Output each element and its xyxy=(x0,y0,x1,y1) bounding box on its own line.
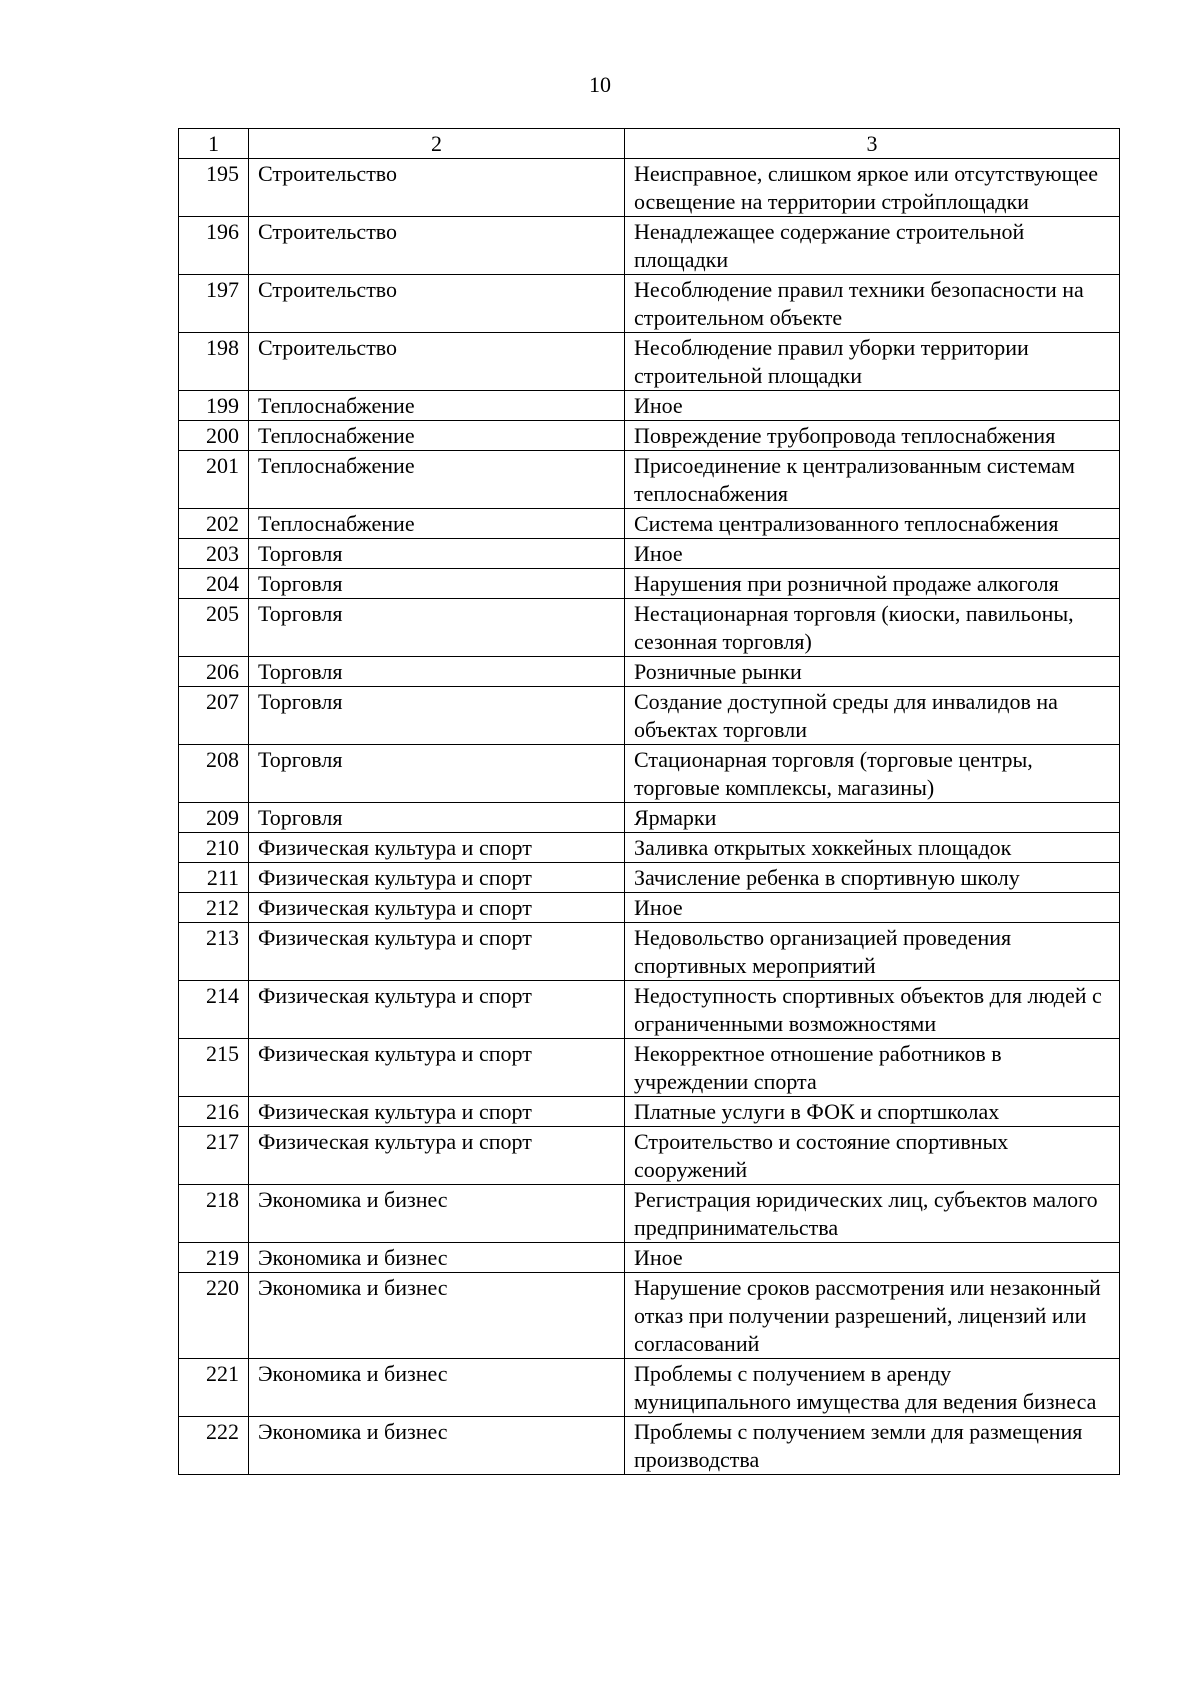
row-number-cell: 207 xyxy=(179,687,249,745)
row-number-cell: 210 xyxy=(179,833,249,863)
category-cell: Физическая культура и спорт xyxy=(249,833,625,863)
description-cell: Несоблюдение правил уборки территории строительной площадки xyxy=(625,333,1120,391)
description-cell: Неисправное, слишком яркое или отсутствующее освещение на территории стройплощадки xyxy=(625,159,1120,217)
category-cell: Экономика и бизнес xyxy=(249,1185,625,1243)
description-cell: Проблемы с получением в аренду муниципального имущества для ведения бизнеса xyxy=(625,1359,1120,1417)
category-cell: Торговля xyxy=(249,539,625,569)
row-number-cell: 220 xyxy=(179,1273,249,1359)
table-header-row xyxy=(179,129,1120,159)
row-number-cell: 196 xyxy=(179,217,249,275)
category-cell: Торговля xyxy=(249,687,625,745)
row-number-cell: 198 xyxy=(179,333,249,391)
row-number-cell: 199 xyxy=(179,391,249,421)
row-number-cell: 203 xyxy=(179,539,249,569)
table-row xyxy=(179,1417,1120,1475)
category-cell: Физическая культура и спорт xyxy=(249,863,625,893)
table-row xyxy=(179,1127,1120,1185)
category-cell: Строительство xyxy=(249,159,625,217)
category-cell: Торговля xyxy=(249,599,625,657)
table-row xyxy=(179,833,1120,863)
row-number-cell: 197 xyxy=(179,275,249,333)
table-row xyxy=(179,863,1120,893)
description-cell: Ненадлежащее содержание строительной площадки xyxy=(625,217,1120,275)
description-cell: Повреждение трубопровода теплоснабжения xyxy=(625,421,1120,451)
category-cell: Теплоснабжение xyxy=(249,509,625,539)
description-cell: Стационарная торговля (торговые центры, торговые комплексы, магазины) xyxy=(625,745,1120,803)
description-cell: Несоблюдение правил техники безопасности на строительном объекте xyxy=(625,275,1120,333)
table-row xyxy=(179,599,1120,657)
description-cell: Ярмарки xyxy=(625,803,1120,833)
description-cell: Нарушение сроков рассмотрения или незаконный отказ при получении разрешений, лицензий или согласований xyxy=(625,1273,1120,1359)
table-row xyxy=(179,1243,1120,1273)
category-cell: Торговля xyxy=(249,803,625,833)
category-cell: Строительство xyxy=(249,217,625,275)
description-cell: Недоступность спортивных объектов для людей с ограниченными возможностями xyxy=(625,981,1120,1039)
row-number-cell: 219 xyxy=(179,1243,249,1273)
description-cell: Иное xyxy=(625,893,1120,923)
description-cell: Нарушения при розничной продаже алкоголя xyxy=(625,569,1120,599)
column-header-number: 1 xyxy=(179,129,249,159)
row-number-cell: 208 xyxy=(179,745,249,803)
table-row xyxy=(179,923,1120,981)
description-cell: Иное xyxy=(625,1243,1120,1273)
row-number-cell: 204 xyxy=(179,569,249,599)
table-row xyxy=(179,159,1120,217)
description-cell: Недовольство организацией проведения спортивных мероприятий xyxy=(625,923,1120,981)
column-header-category: 2 xyxy=(249,129,625,159)
row-number-cell: 218 xyxy=(179,1185,249,1243)
row-number-cell: 206 xyxy=(179,657,249,687)
row-number-cell: 209 xyxy=(179,803,249,833)
table-row xyxy=(179,657,1120,687)
table-row xyxy=(179,1039,1120,1097)
category-cell: Экономика и бизнес xyxy=(249,1243,625,1273)
row-number-cell: 200 xyxy=(179,421,249,451)
table-row xyxy=(179,509,1120,539)
table-row xyxy=(179,893,1120,923)
category-cell: Теплоснабжение xyxy=(249,451,625,509)
table-row xyxy=(179,803,1120,833)
table-row xyxy=(179,539,1120,569)
table-body xyxy=(179,159,1120,1475)
row-number-cell: 195 xyxy=(179,159,249,217)
description-cell: Розничные рынки xyxy=(625,657,1120,687)
table-row xyxy=(179,333,1120,391)
category-cell: Физическая культура и спорт xyxy=(249,923,625,981)
category-cell: Торговля xyxy=(249,569,625,599)
table-row xyxy=(179,1097,1120,1127)
table-row xyxy=(179,451,1120,509)
description-cell: Зачисление ребенка в спортивную школу xyxy=(625,863,1120,893)
description-cell: Присоединение к централизованным системам теплоснабжения xyxy=(625,451,1120,509)
description-cell: Система централизованного теплоснабжения xyxy=(625,509,1120,539)
row-number-cell: 213 xyxy=(179,923,249,981)
description-cell: Платные услуги в ФОК и спортшколах xyxy=(625,1097,1120,1127)
category-cell: Физическая культура и спорт xyxy=(249,1039,625,1097)
category-cell: Физическая культура и спорт xyxy=(249,893,625,923)
row-number-cell: 211 xyxy=(179,863,249,893)
category-cell: Строительство xyxy=(249,333,625,391)
row-number-cell: 215 xyxy=(179,1039,249,1097)
category-cell: Экономика и бизнес xyxy=(249,1417,625,1475)
category-cell: Экономика и бизнес xyxy=(249,1359,625,1417)
table-row xyxy=(179,569,1120,599)
table-row xyxy=(179,687,1120,745)
data-table xyxy=(178,128,1120,1475)
row-number-cell: 205 xyxy=(179,599,249,657)
row-number-cell: 212 xyxy=(179,893,249,923)
table-row xyxy=(179,1185,1120,1243)
table-row xyxy=(179,391,1120,421)
category-cell: Физическая культура и спорт xyxy=(249,1097,625,1127)
row-number-cell: 217 xyxy=(179,1127,249,1185)
category-cell: Экономика и бизнес xyxy=(249,1273,625,1359)
description-cell: Проблемы с получением земли для размещения производства xyxy=(625,1417,1120,1475)
description-cell: Регистрация юридических лиц, субъектов малого предпринимательства xyxy=(625,1185,1120,1243)
category-cell: Теплоснабжение xyxy=(249,421,625,451)
category-cell: Торговля xyxy=(249,657,625,687)
table-row xyxy=(179,981,1120,1039)
column-header-description: 3 xyxy=(625,129,1120,159)
row-number-cell: 202 xyxy=(179,509,249,539)
description-cell: Заливка открытых хоккейных площадок xyxy=(625,833,1120,863)
description-cell: Нестационарная торговля (киоски, павильоны, сезонная торговля) xyxy=(625,599,1120,657)
category-cell: Строительство xyxy=(249,275,625,333)
row-number-cell: 201 xyxy=(179,451,249,509)
page-number: 10 xyxy=(589,72,611,97)
description-cell: Создание доступной среды для инвалидов на объектах торговли xyxy=(625,687,1120,745)
category-cell: Физическая культура и спорт xyxy=(249,1127,625,1185)
description-cell: Иное xyxy=(625,539,1120,569)
row-number-cell: 222 xyxy=(179,1417,249,1475)
table-row xyxy=(179,275,1120,333)
description-cell: Строительство и состояние спортивных сооружений xyxy=(625,1127,1120,1185)
table-row xyxy=(179,1359,1120,1417)
category-cell: Торговля xyxy=(249,745,625,803)
description-cell: Иное xyxy=(625,391,1120,421)
table-row xyxy=(179,421,1120,451)
row-number-cell: 221 xyxy=(179,1359,249,1417)
table-row xyxy=(179,1273,1120,1359)
category-cell: Теплоснабжение xyxy=(249,391,625,421)
description-cell: Некорректное отношение работников в учреждении спорта xyxy=(625,1039,1120,1097)
category-cell: Физическая культура и спорт xyxy=(249,981,625,1039)
table-row xyxy=(179,745,1120,803)
row-number-cell: 216 xyxy=(179,1097,249,1127)
row-number-cell: 214 xyxy=(179,981,249,1039)
table-row xyxy=(179,217,1120,275)
